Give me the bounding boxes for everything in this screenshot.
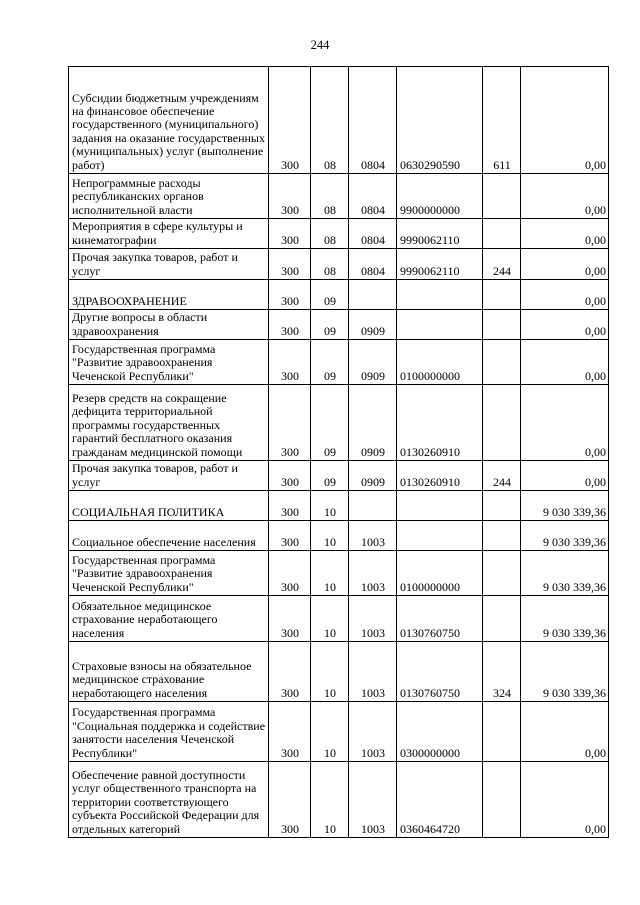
row-vedomstvo: 300 <box>269 491 311 521</box>
table-row <box>69 280 609 310</box>
row-csr: 9990062110 <box>397 249 483 280</box>
row-amount: 9 030 339,36 <box>521 491 609 521</box>
table-row <box>69 340 609 385</box>
row-vedomstvo: 300 <box>269 249 311 280</box>
row-vr <box>483 762 521 838</box>
row-name: Страховые взносы на обязательное медицинское страхование неработающего населения <box>69 642 269 702</box>
row-name: Другие вопросы в области здравоохранения <box>69 310 269 340</box>
row-vr: 611 <box>483 67 521 174</box>
row-podrazdel: 0804 <box>349 174 397 219</box>
row-vedomstvo: 300 <box>269 280 311 310</box>
row-razdel: 08 <box>311 249 349 280</box>
row-vr: 324 <box>483 642 521 702</box>
row-vr <box>483 521 521 551</box>
row-razdel: 08 <box>311 219 349 249</box>
row-vedomstvo: 300 <box>269 340 311 385</box>
row-amount: 0,00 <box>521 174 609 219</box>
row-csr: 0300000000 <box>397 702 483 762</box>
row-vr: 244 <box>483 461 521 491</box>
row-name: Обеспечение равной доступности услуг общественного транспорта на территории соответствующего субъекта Российской Федерации для отдельных категорий <box>69 762 269 838</box>
row-vedomstvo: 300 <box>269 461 311 491</box>
row-podrazdel: 0909 <box>349 340 397 385</box>
table-row <box>69 461 609 491</box>
row-vedomstvo: 300 <box>269 385 311 461</box>
table-row <box>69 551 609 596</box>
table-row <box>69 219 609 249</box>
row-vr <box>483 385 521 461</box>
row-name: Социальное обеспечение населения <box>69 521 269 551</box>
row-amount: 0,00 <box>521 249 609 280</box>
row-razdel: 10 <box>311 702 349 762</box>
row-amount: 9 030 339,36 <box>521 551 609 596</box>
row-name: Непрограммные расходы республиканских органов исполнительной власти <box>69 174 269 219</box>
row-podrazdel: 0909 <box>349 385 397 461</box>
row-amount: 9 030 339,36 <box>521 521 609 551</box>
row-name: Мероприятия в сфере культуры и кинематографии <box>69 219 269 249</box>
row-csr <box>397 521 483 551</box>
row-name: Государственная программа "Развитие здравоохранения Чеченской Республики" <box>69 551 269 596</box>
row-razdel: 09 <box>311 280 349 310</box>
table-row <box>69 67 609 174</box>
page-number: 244 <box>310 38 330 52</box>
row-vr: 244 <box>483 249 521 280</box>
row-vr <box>483 174 521 219</box>
row-razdel: 09 <box>311 340 349 385</box>
row-razdel: 10 <box>311 491 349 521</box>
row-vedomstvo: 300 <box>269 174 311 219</box>
row-razdel: 08 <box>311 174 349 219</box>
row-razdel: 09 <box>311 385 349 461</box>
row-csr: 0130260910 <box>397 461 483 491</box>
table-row <box>69 385 609 461</box>
row-amount: 0,00 <box>521 461 609 491</box>
row-vedomstvo: 300 <box>269 642 311 702</box>
row-vedomstvo: 300 <box>269 596 311 642</box>
row-razdel: 09 <box>311 461 349 491</box>
row-podrazdel: 0909 <box>349 461 397 491</box>
row-name: СОЦИАЛЬНАЯ ПОЛИТИКА <box>69 491 269 521</box>
row-csr: 0360464720 <box>397 762 483 838</box>
row-name: ЗДРАВООХРАНЕНИЕ <box>69 280 269 310</box>
row-podrazdel: 0804 <box>349 67 397 174</box>
row-razdel: 09 <box>311 310 349 340</box>
row-vedomstvo: 300 <box>269 219 311 249</box>
table-row <box>69 596 609 642</box>
row-name: Государственная программа "Социальная поддержка и содействие занятости населения Чеченской Республики" <box>69 702 269 762</box>
table-row <box>69 174 609 219</box>
row-csr: 0630290590 <box>397 67 483 174</box>
table-row <box>69 249 609 280</box>
row-razdel: 10 <box>311 642 349 702</box>
row-razdel: 08 <box>311 67 349 174</box>
row-amount: 9 030 339,36 <box>521 642 609 702</box>
row-csr <box>397 310 483 340</box>
row-csr <box>397 491 483 521</box>
row-amount: 0,00 <box>521 702 609 762</box>
row-vedomstvo: 300 <box>269 310 311 340</box>
row-vr <box>483 310 521 340</box>
row-podrazdel: 1003 <box>349 551 397 596</box>
row-csr: 9990062110 <box>397 219 483 249</box>
table-row <box>69 762 609 838</box>
row-amount: 0,00 <box>521 762 609 838</box>
row-vr <box>483 219 521 249</box>
table-row <box>69 310 609 340</box>
row-csr: 0100000000 <box>397 340 483 385</box>
row-podrazdel: 1003 <box>349 762 397 838</box>
row-vedomstvo: 300 <box>269 67 311 174</box>
row-vr <box>483 596 521 642</box>
row-razdel: 10 <box>311 521 349 551</box>
row-csr: 0130260910 <box>397 385 483 461</box>
row-podrazdel: 0909 <box>349 310 397 340</box>
row-csr: 0130760750 <box>397 642 483 702</box>
row-podrazdel <box>349 280 397 310</box>
row-amount: 0,00 <box>521 340 609 385</box>
row-name: Прочая закупка товаров, работ и услуг <box>69 249 269 280</box>
row-csr: 0100000000 <box>397 551 483 596</box>
row-podrazdel: 1003 <box>349 642 397 702</box>
row-vedomstvo: 300 <box>269 551 311 596</box>
row-csr: 0130760750 <box>397 596 483 642</box>
row-amount: 9 030 339,36 <box>521 596 609 642</box>
row-vr <box>483 491 521 521</box>
row-amount: 0,00 <box>521 219 609 249</box>
row-amount: 0,00 <box>521 310 609 340</box>
row-name: Субсидии бюджетным учреждениям на финансовое обеспечение государственного (муниципального) задания на оказание государственных (муниципальных) услуг (выполнение работ) <box>69 67 269 174</box>
row-name: Прочая закупка товаров, работ и услуг <box>69 461 269 491</box>
table-row <box>69 642 609 702</box>
row-vedomstvo: 300 <box>269 521 311 551</box>
table-row <box>69 521 609 551</box>
row-podrazdel: 0804 <box>349 249 397 280</box>
row-podrazdel: 1003 <box>349 596 397 642</box>
table-row <box>69 702 609 762</box>
row-podrazdel: 1003 <box>349 702 397 762</box>
row-podrazdel <box>349 491 397 521</box>
row-vr <box>483 280 521 310</box>
row-name: Резерв средств на сокращение дефицита территориальной программы государственных гарантий бесплатного оказания гражданам медицинской помощи <box>69 385 269 461</box>
row-vedomstvo: 300 <box>269 702 311 762</box>
row-vr <box>483 702 521 762</box>
row-vr <box>483 551 521 596</box>
row-csr <box>397 280 483 310</box>
row-podrazdel: 0804 <box>349 219 397 249</box>
row-razdel: 10 <box>311 596 349 642</box>
row-amount: 0,00 <box>521 280 609 310</box>
row-csr: 9900000000 <box>397 174 483 219</box>
row-razdel: 10 <box>311 551 349 596</box>
row-amount: 0,00 <box>521 385 609 461</box>
row-vedomstvo: 300 <box>269 762 311 838</box>
budget-table <box>68 66 609 838</box>
row-amount: 0,00 <box>521 67 609 174</box>
row-razdel: 10 <box>311 762 349 838</box>
table-row <box>69 491 609 521</box>
row-vr <box>483 340 521 385</box>
row-name: Государственная программа "Развитие здравоохранения Чеченской Республики" <box>69 340 269 385</box>
row-name: Обязательное медицинское страхование неработающего населения <box>69 596 269 642</box>
row-podrazdel: 1003 <box>349 521 397 551</box>
